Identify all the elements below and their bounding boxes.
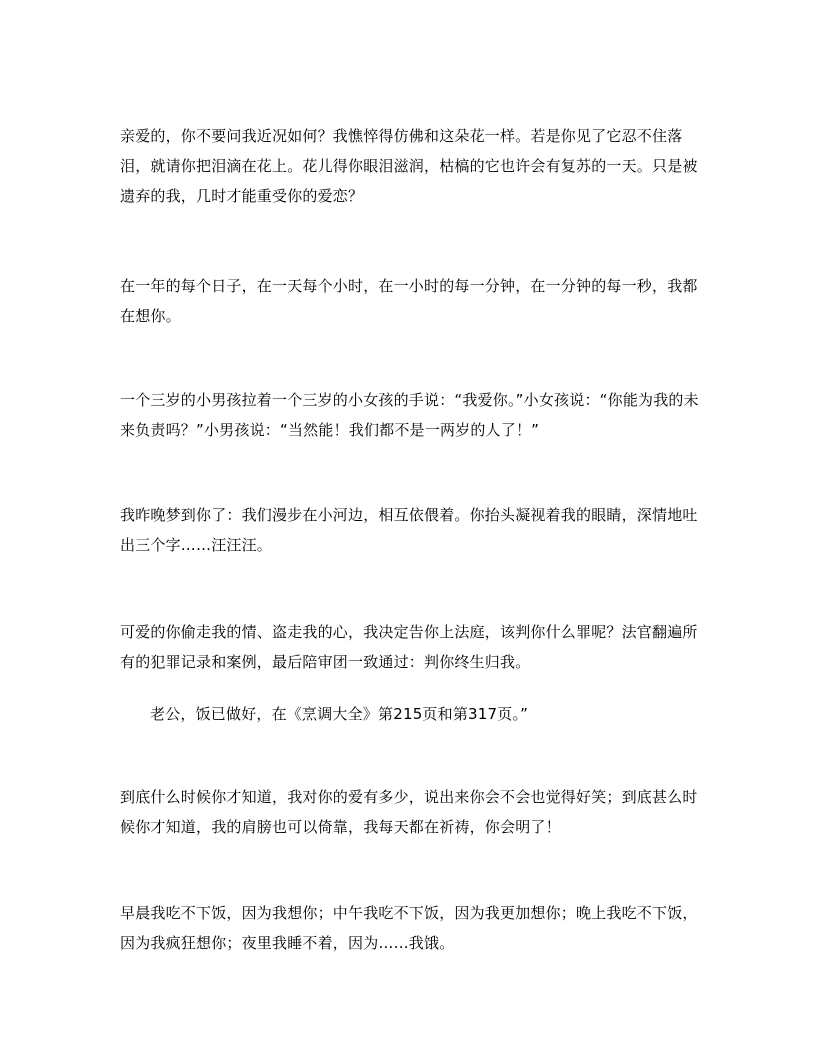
paragraph-3: 一个三岁的小男孩拉着一个三岁的小女孩的手说：“我爱你。”小女孩说：“你能为我的未来负责吗？”小男孩说：“当然能！我们都不是一两岁的人了！”: [120, 391, 699, 439]
paragraph-1: 亲爱的，你不要问我近况如何？我憔悴得仿佛和这朵花一样。若是你见了它忍不住落泪，就请你把泪滴在花上。花儿得你眼泪滋润，枯槁的它也许会有复苏的一天。只是被遗弃的我，几时才能重受你的爱恋？: [120, 127, 698, 205]
paragraph-5: 可爱的你偷走我的情、盗走我的心，我决定告你上法庭，该判你什么罪呢？法官翻遍所有的犯罪记录和案例，最后陪审团一致通过：判你终生归我。: [120, 623, 698, 671]
paragraph-4: 我昨晚梦到你了：我们漫步在小河边，相互依偎着。你抬头凝视着我的眼睛，深情地吐出三个字……汪汪汪。: [120, 506, 698, 554]
paragraph-2: 在一年的每个日子，在一天每个小时，在一小时的每一分钟，在一分钟的每一秒，我都在想你。: [120, 277, 698, 325]
paragraph-7: 到底什么时候你才知道，我对你的爱有多少，说出来你会不会也觉得好笑；到底甚么时候你才知道，我的肩膀也可以倚靠，我每天都在祈祷，你会明了！: [120, 788, 698, 836]
paragraph-6: 老公，饭已做好，在《烹调大全》第215页和第317页。”: [150, 705, 529, 723]
paragraph-8: 早晨我吃不下饭，因为我想你；中午我吃不下饭，因为我更加想你；晚上我吃不下饭，因为我疯狂想你；夜里我睡不着，因为……我饿。: [120, 904, 698, 952]
